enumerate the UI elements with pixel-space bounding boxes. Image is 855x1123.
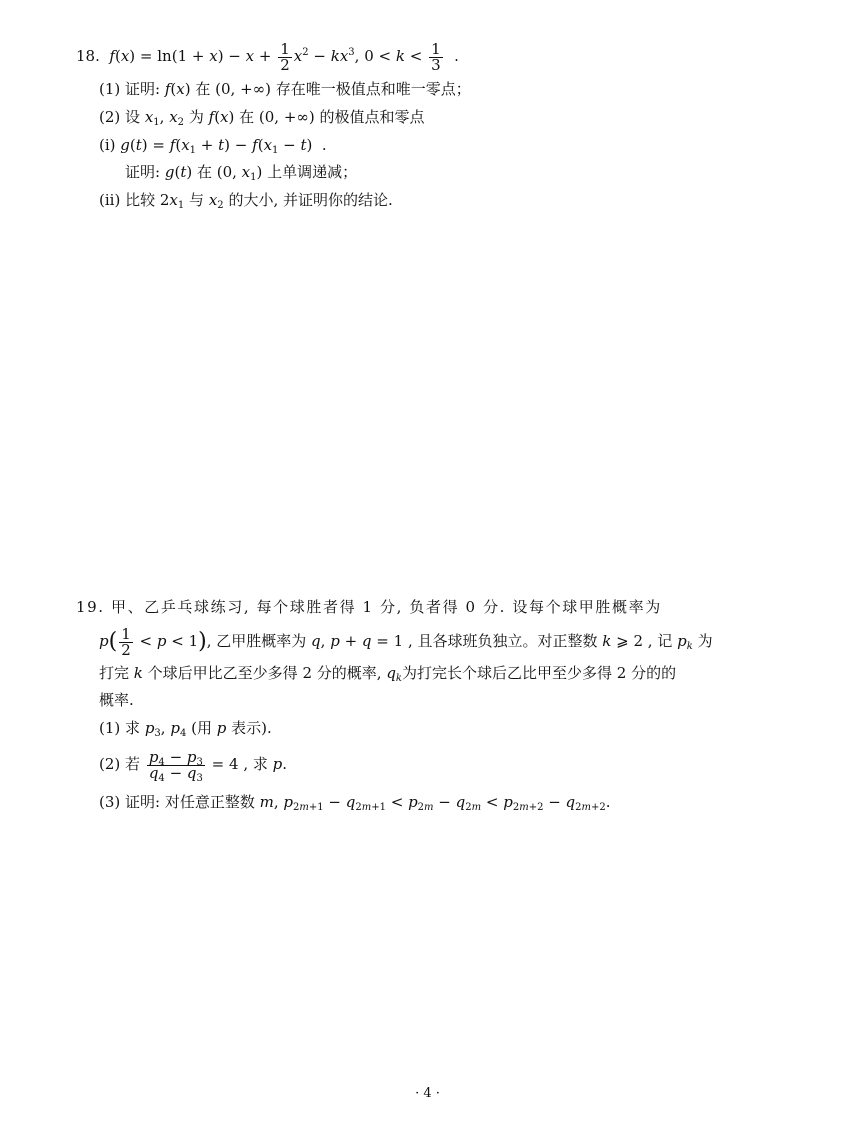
q18-proof-i: 证明: g(t) 在 (0, $x_1$) 上单调递减； [125, 163, 358, 183]
q19-part3: (3) 证明: 对任意正整数 m, $p_{2m+1} - q_{2m+1} < p_{2m} - q_{2m} < p_{2m+2} - q_{2m+2}$. [99, 793, 611, 813]
q18-half-fraction: $\frac{1}{2}$ [280, 39, 290, 74]
q19-line1: 19. 甲、乙乒乓球练习, 每个球胜者得 1 分, 负者得 0 分. 设每个球甲胜概率为 [76, 598, 662, 616]
q18-statement: 18. f(x) = ln(1 + x) − x + $\frac{1}{2}$ $x^2 - kx^3$, 0 < k < $\frac{1}{3}$ . [76, 39, 459, 74]
q18-part2: (2) 设 $x_1$, $x_2$ 为 f(x) 在 (0, +∞) 的极值点和零点 [99, 108, 425, 128]
q19-line4: 概率. [99, 691, 134, 709]
q19-line2: p( $\frac{1}{2}$ < p < 1), 乙甲胜概率为 q, p + q = 1 , 且各球班负独立。对正整数 k ⩾ 2 , 记 $p_k$ 为 [99, 624, 713, 659]
q18-function: f [104, 47, 115, 65]
q18-part-i: (i) $g(t) = f(x_1 + t) - f(x_1 - t)$ . [99, 136, 327, 156]
q19-number: 19. [76, 598, 105, 616]
q19-ratio-fraction: $\frac{p_4 - p_3}{q_4 - q_3}$ [148, 747, 203, 784]
q19-part2: (2) 若 $\frac{p_4 - p_3}{q_4 - q_3}$ = 4 , 求 p. [99, 747, 288, 784]
q19-half-fraction: $\frac{1}{2}$ [121, 624, 131, 659]
q18-number: 18. [76, 47, 100, 65]
q18-part-ii: (ii) 比较 $2x_1$ 与 $x_2$ 的大小, 并证明你的结论. [99, 191, 393, 211]
q19-part1: (1) 求 $p_3$, $p_4$ (用 p 表示). [99, 719, 272, 739]
q18-part1: (1) 证明: f(x) 在 (0, +∞) 存在唯一极值点和唯一零点； [99, 80, 471, 98]
q18-third-fraction: $\frac{1}{3}$ [431, 39, 441, 74]
page-number: · 4 · [415, 1086, 440, 1101]
q19-line3: 打完 k 个球后甲比乙至少多得 2 分的概率, $q_k$为打完长个球后乙比甲至少多得 2 分的的 [99, 664, 677, 684]
